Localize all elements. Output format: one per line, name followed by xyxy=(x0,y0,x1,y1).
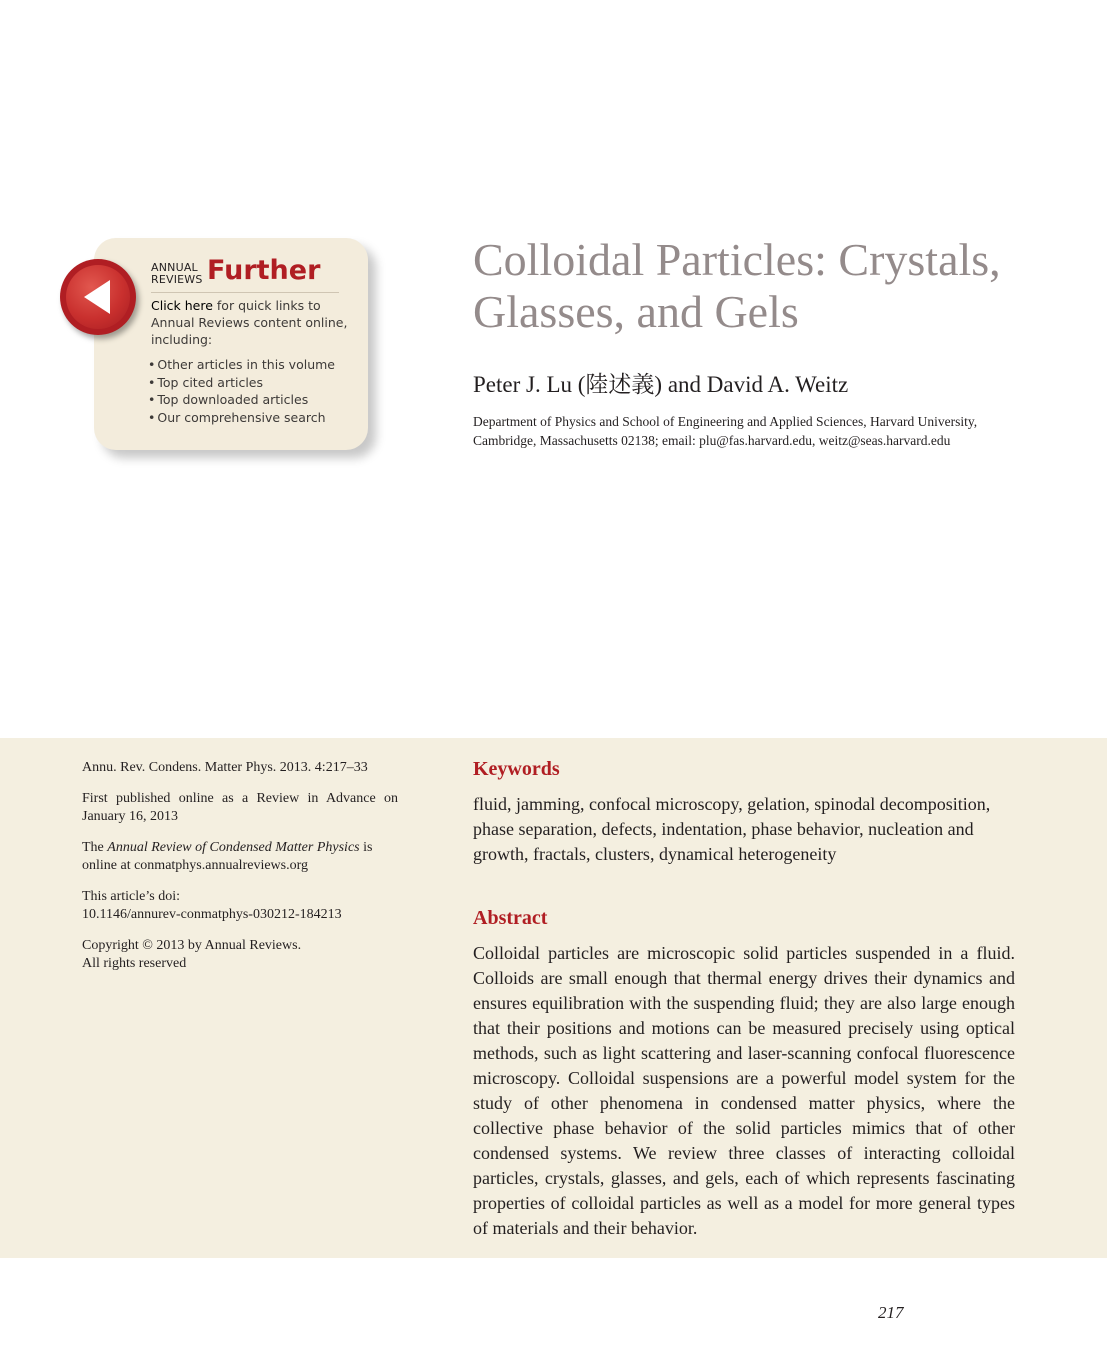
doi-block: This article’s doi: 10.1146/annurev-conmatphys-030212-184213 xyxy=(82,888,342,922)
doi-value[interactable]: 10.1146/annurev-conmatphys-030212-184213 xyxy=(82,907,342,922)
further-description: Click here for quick links to Annual Reviews content online, including: xyxy=(151,298,348,347)
further-link-search[interactable]: • Our comprehensive search xyxy=(148,409,335,427)
author-affiliation: Department of Physics and School of Engineering and Applied Sciences, Harvard University, Cambridge, Massachusetts 02138; email: plu@fas.harvard.edu, weitz@seas.harvard.edu xyxy=(473,414,978,448)
further-back-arrow-icon[interactable] xyxy=(60,259,136,335)
journal-note: The Annual Review of Condensed Matter Physics is online at conmatphys.annualreviews.org xyxy=(82,839,373,873)
citation: Annu. Rev. Condens. Matter Phys. 2013. 4:217–33 xyxy=(82,760,368,775)
keywords-text: fluid, jamming, confocal microscopy, gelation, spinodal decomposition, phase separation, defects, indentation, phase behavior, nucleation and growth, fractals, clusters, dynamical heterogeneity xyxy=(473,794,991,864)
keywords-heading: Keywords xyxy=(473,758,560,780)
article-metadata xyxy=(82,759,398,986)
article-authors: Peter J. Lu (陸述義) and David A. Weitz xyxy=(473,372,849,397)
further-divider xyxy=(151,292,339,293)
copyright-block: Copyright © 2013 by Annual Reviews. All rights reserved xyxy=(82,937,302,971)
publication-date: First published online as a Review in Advance on January 16, 2013 xyxy=(82,790,398,824)
click-here-link[interactable]: Click here xyxy=(151,298,213,313)
further-title: Further xyxy=(207,255,321,286)
abstract-text: Colloidal particles are microscopic solid particles suspended in a fluid. Colloids are small enough that thermal energy drives their dynamics and ensures equilibration with the suspending fluid; they are also large enough that their positions and motions can be measured precisely using optical methods, such as light scattering and laser-scanning confocal fluorescence microscopy. Colloidal suspensions are a powerful model system for the study of other phenomena in condensed matter physics, where the collective phase behavior of the solid particles mimics that of other condensed systems. We review three classes of interacting colloidal particles, crystals, glasses, and gels, each of which represents fascinating properties of colloidal particles as well as a model for more general types of materials and their behavior. xyxy=(473,943,1015,1238)
further-links-list xyxy=(148,356,335,426)
further-link-other-articles[interactable]: • Other articles in this volume xyxy=(148,356,335,374)
page-number: 217 xyxy=(878,1303,904,1322)
journal-name: Annual Review of Condensed Matter Physics xyxy=(107,839,360,855)
article-title: Colloidal Particles: Crystals, Glasses, and Gels xyxy=(473,234,1001,337)
further-link-top-cited[interactable]: • Top cited articles xyxy=(148,374,335,392)
annual-reviews-logo: ANNUAL REVIEWS xyxy=(151,261,203,286)
abstract-heading: Abstract xyxy=(473,907,548,929)
further-link-top-downloaded[interactable]: • Top downloaded articles xyxy=(148,391,335,409)
